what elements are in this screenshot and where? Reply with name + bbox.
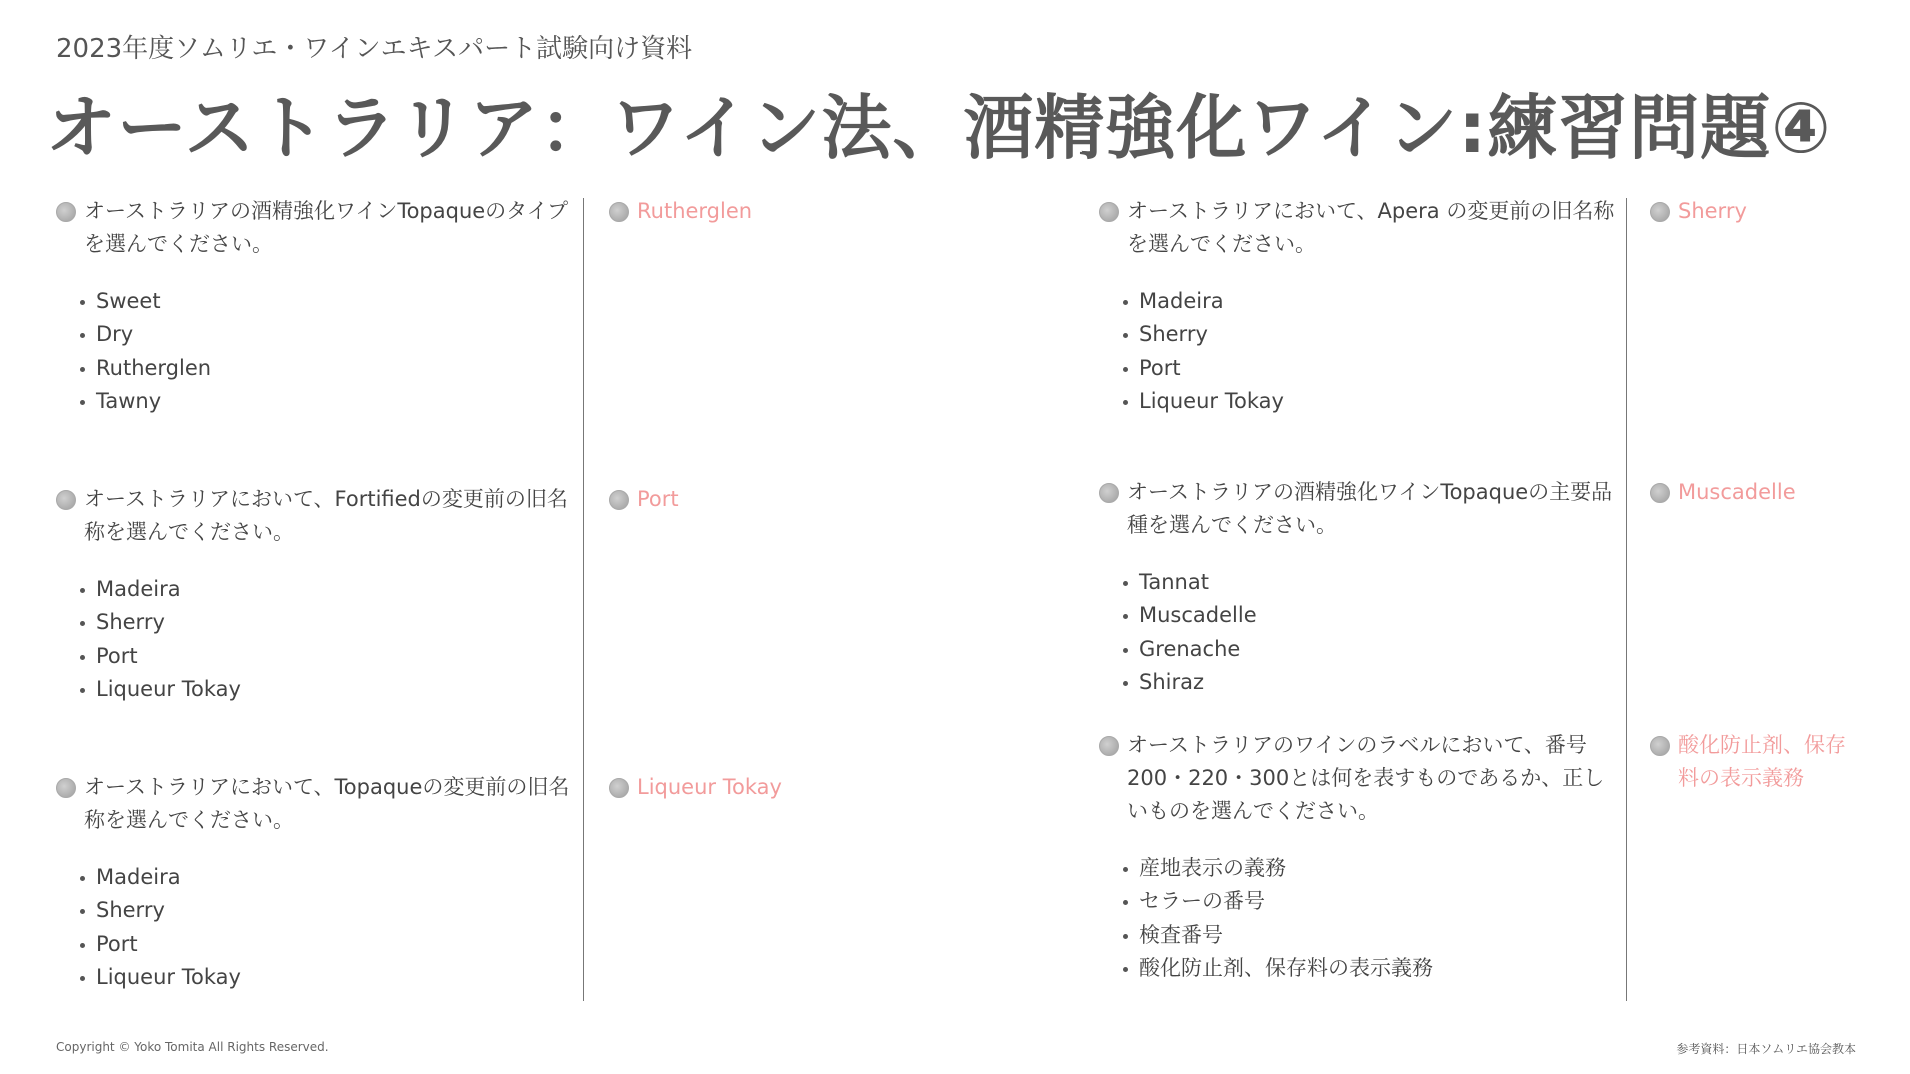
answer-1: Rutherglen [609,195,909,228]
option-item: Sweet [80,285,574,318]
option-item: セラーの番号 [1123,885,1617,918]
option-item: Dry [80,318,574,351]
column-divider-left [583,198,584,1001]
circle-bullet-icon [1099,483,1119,503]
circle-bullet-icon [609,202,629,222]
question-6 [1099,729,1617,985]
question-1-text: オーストラリアの酒精強化ワインTopaqueのタイプを選んでください。 [56,195,574,261]
option-item: Rutherglen [80,352,574,385]
option-item: Port [1123,352,1617,385]
question-4-options [1099,285,1617,418]
circle-bullet-icon [1099,202,1119,222]
question-3 [56,771,574,994]
option-item: Tannat [1123,566,1617,599]
option-item: Grenache [1123,633,1617,666]
circle-bullet-icon [1099,736,1119,756]
circle-bullet-icon [609,490,629,510]
question-1 [56,195,574,418]
circle-bullet-icon [56,778,76,798]
option-item: Shiraz [1123,666,1617,699]
circle-bullet-icon [56,202,76,222]
reference-note: 参考資料：日本ソムリエ協会教本 [1676,1042,1856,1056]
option-item: 産地表示の義務 [1123,852,1617,885]
option-item: Muscadelle [1123,599,1617,632]
question-6-text: オーストラリアのワインのラベルにおいて、番号200・220・300とは何を表すものであるか、正しいものを選んでください。 [1099,729,1617,828]
page-subtitle: 2023年度ソムリエ・ワインエキスパート試験向け資料 [56,34,693,64]
circle-bullet-icon [56,490,76,510]
question-6-options [1099,852,1617,985]
answer-4: Sherry [1650,195,1860,228]
option-item: 酸化防止剤、保存料の表示義務 [1123,952,1617,985]
column-divider-right [1626,198,1627,1001]
option-item: Sherry [1123,318,1617,351]
question-4 [1099,195,1617,418]
question-5 [1099,476,1617,699]
circle-bullet-icon [1650,202,1670,222]
question-2-options [56,573,574,706]
copyright-notice: Copyright © Yoko Tomita All Rights Reserved. [56,1040,329,1054]
option-item: Liqueur Tokay [80,961,574,994]
circle-bullet-icon [1650,483,1670,503]
option-item: Madeira [1123,285,1617,318]
option-item: Madeira [80,573,574,606]
answer-3: Liqueur Tokay [609,771,909,804]
question-5-text: オーストラリアの酒精強化ワインTopaqueの主要品種を選んでください。 [1099,476,1617,542]
question-1-options [56,285,574,418]
option-item: Port [80,928,574,961]
option-item: Sherry [80,606,574,639]
option-item: Sherry [80,894,574,927]
option-item: Liqueur Tokay [80,673,574,706]
question-3-text: オーストラリアにおいて、Topaqueの変更前の旧名称を選んでください。 [56,771,574,837]
question-2 [56,483,574,706]
answer-6: 酸化防止剤、保存料の表示義務 [1650,729,1860,795]
option-item: Port [80,640,574,673]
circle-bullet-icon [609,778,629,798]
option-item: Tawny [80,385,574,418]
question-5-options [1099,566,1617,699]
option-item: 検査番号 [1123,919,1617,952]
option-item: Liqueur Tokay [1123,385,1617,418]
question-2-text: オーストラリアにおいて、Fortifiedの変更前の旧名称を選んでください。 [56,483,574,549]
option-item: Madeira [80,861,574,894]
circle-bullet-icon [1650,736,1670,756]
page-title: オーストラリア：ワイン法、酒精強化ワイン:練習問題④ [46,87,1832,169]
question-4-text: オーストラリアにおいて、Apera の変更前の旧名称を選んでください。 [1099,195,1617,261]
answer-2: Port [609,483,909,516]
question-3-options [56,861,574,994]
answer-5: Muscadelle [1650,476,1860,509]
